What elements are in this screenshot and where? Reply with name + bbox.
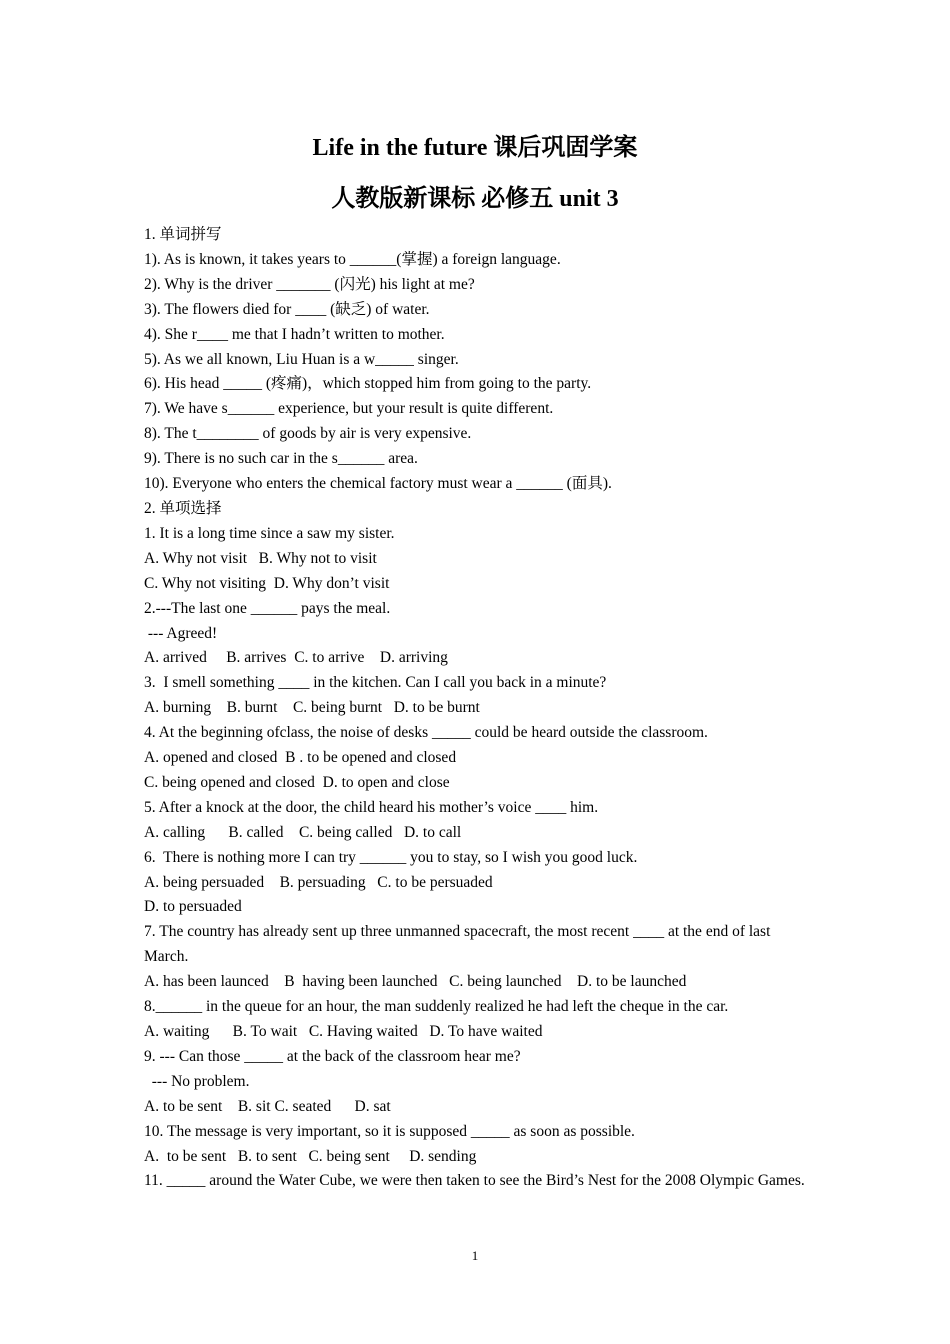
document-subtitle: 人教版新课标 必修五 unit 3 <box>331 186 619 212</box>
page-number: 1 <box>471 1248 479 1263</box>
question-line: 6. There is nothing more I can try ______ you to stay, so I wish you good luck. <box>144 848 638 866</box>
question-line: --- Agreed! <box>144 624 218 642</box>
question-line: 4. At the beginning ofclass, the noise of desks _____ could be heard outside the classroom. <box>144 724 708 742</box>
spelling-item: 1). As is known, it takes years to ______(掌握) a foreign language. <box>144 250 561 268</box>
spelling-item: 9). There is no such car in the s______ area. <box>144 450 418 468</box>
spelling-item: 5). As we all known, Liu Huan is a w_____ singer. <box>144 350 459 368</box>
option-line: A. calling B. called C. being called D. to call <box>144 823 462 841</box>
question-line: 5. After a knock at the door, the child heard his mother’s voice ____ him. <box>144 798 599 816</box>
option-line: A. Why not visit B. Why not to visit <box>144 549 377 567</box>
question-line: 1. It is a long time since a saw my sister. <box>144 524 395 542</box>
spelling-item: 3). The flowers died for ____ (缺乏) of water. <box>144 300 430 318</box>
spelling-item: 8). The t________ of goods by air is very expensive. <box>144 425 472 443</box>
option-line: C. being opened and closed D. to open and close <box>144 773 450 791</box>
option-line: A. being persuaded B. persuading C. to be persuaded <box>144 873 493 891</box>
question-line: 2.---The last one ______ pays the meal. <box>144 599 391 617</box>
option-line: A. waiting B. To wait C. Having waited D. To have waited <box>144 1023 543 1040</box>
option-line: C. Why not visiting D. Why don’t visit <box>144 574 390 592</box>
option-line: A. to be sent B. sit C. seated D. sat <box>144 1097 391 1115</box>
option-line: A. to be sent B. to sent C. being sent D. sending <box>144 1147 477 1165</box>
question-line: 7. The country has already sent up three unmanned spacecraft, the most recent ____ at the end of last March. <box>144 923 775 966</box>
spelling-item: 2). Why is the driver _______ (闪光) his light at me? <box>144 275 475 293</box>
option-line: A. opened and closed B . to be opened and closed <box>144 749 457 767</box>
question-line: 3. I smell something ____ in the kitchen. Can I call you back in a minute? <box>144 674 607 692</box>
option-line: D. to persuaded <box>144 898 242 916</box>
spelling-item: 4). She r____ me that I hadn’t written to mother. <box>144 325 445 343</box>
spelling-item: 6). His head _____ (疼痛)，which stopped him from going to the party. <box>144 375 592 393</box>
question-line: --- No problem. <box>144 1072 250 1090</box>
document-title: Life in the future 课后巩固学案 <box>312 135 638 161</box>
question-line: 10. The message is very important, so it is supposed _____ as soon as possible. <box>144 1122 635 1140</box>
section-heading-spelling: 1. 单词拼写 <box>144 226 222 243</box>
spelling-item: 10). Everyone who enters the chemical factory must wear a ______ (面具). <box>144 475 612 493</box>
option-line: A. burning B. burnt C. being burnt D. to be burnt <box>144 699 480 717</box>
option-line: A. arrived B. arrives C. to arrive D. arriving <box>144 649 448 667</box>
spelling-item: 7). We have s______ experience, but your result is quite different. <box>144 400 554 418</box>
section-heading-choice: 2. 单项选择 <box>144 499 222 517</box>
option-line: A. has been launced B having been launched C. being launched D. to be launched <box>144 973 687 991</box>
question-line: 9. --- Can those _____ at the back of the classroom hear me? <box>144 1047 521 1065</box>
document-body <box>144 223 809 1194</box>
question-line: 8.______ in the queue for an hour, the man suddenly realized he had left the cheque in the car. <box>144 998 729 1016</box>
question-line: 11. _____ around the Water Cube, we were then taken to see the Bird’s Nest for the 2008 Olympic Games. <box>144 1172 805 1190</box>
